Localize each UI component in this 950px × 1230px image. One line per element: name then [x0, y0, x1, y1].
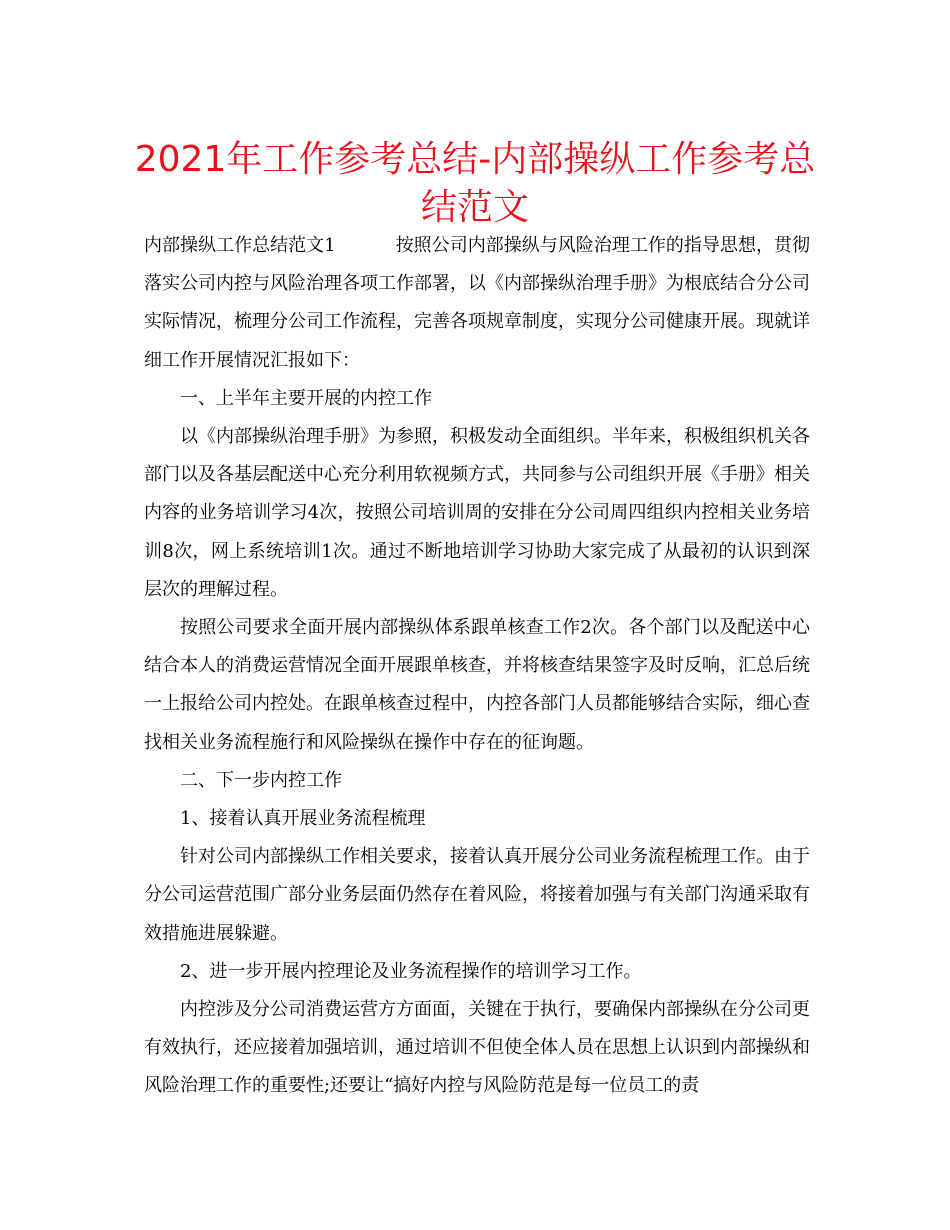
document-title: 2021年工作参考总结-内部操纵工作参考总结范文 [134, 139, 816, 228]
body-paragraph: 以《内部操纵治理手册》为参照，积极发动全面组织。半年来，积极组织机关各部门以及各基层配送中心充分利用软视频方式，共同参与公司组织开展《手册》相关内容的业务培训学习4次，按照公司培训周的安排在分公司周四组织内控相关业务培训8次，网上系统培训1次。通过不断地培训学习协助大家完成了从最初的认识到深层次的理解过程。 [144, 426, 810, 600]
intro-paragraph [144, 227, 810, 380]
intro-text: 按照公司内部操纵与风险治理工作的指导思想，贯彻落实公司内控与风险治理各项工作部署，以《内部操纵治理手册》为根底结合分公司实际情况，梳理分公司工作流程，完善各项规章制度，实现分公司健康开展。现就详细工作开展情况汇报如下： [144, 235, 811, 371]
intro-label: 内部操纵工作总结范文1 [144, 235, 336, 256]
body-paragraph: 内控涉及分公司消费运营方方面面，关键在于执行，要确保内部操纵在分公司更有效执行，还应接着加强培训，通过培训不但使全体人员在思想上认识到内部操纵和风险治理工作的重要性;还要让“搞好内控与风险防范是每一位员工的责 [144, 999, 810, 1097]
subsection-heading: 1、接着认真开展业务流程梳理 [180, 808, 426, 830]
section-heading: 一、上半年主要开展的内控工作 [180, 387, 432, 409]
body-paragraph: 针对公司内部操纵工作相关要求，接着认真开展分公司业务流程梳理工作。由于分公司运营范围广部分业务层面仍然存在着风险，将接着加强与有关部门沟通采取有效措施进展躲避。 [144, 846, 810, 944]
section-heading: 二、下一步内控工作 [180, 769, 342, 791]
document-body [144, 227, 810, 1106]
body-paragraph: 按照公司要求全面开展内部操纵体系跟单核查工作2次。各个部门以及配送中心结合本人的消费运营情况全面开展跟单核查，并将核查结果签字及时反响，汇总后统一上报给公司内控处。在跟单核查过程中，内控各部门人员都能够结合实际，细心查找相关业务流程施行和风险操纵在操作中存在的征询题。 [144, 617, 810, 753]
subsection-heading: 2、进一步开展内控理论及业务流程操作的培训学习工作。 [180, 960, 642, 982]
